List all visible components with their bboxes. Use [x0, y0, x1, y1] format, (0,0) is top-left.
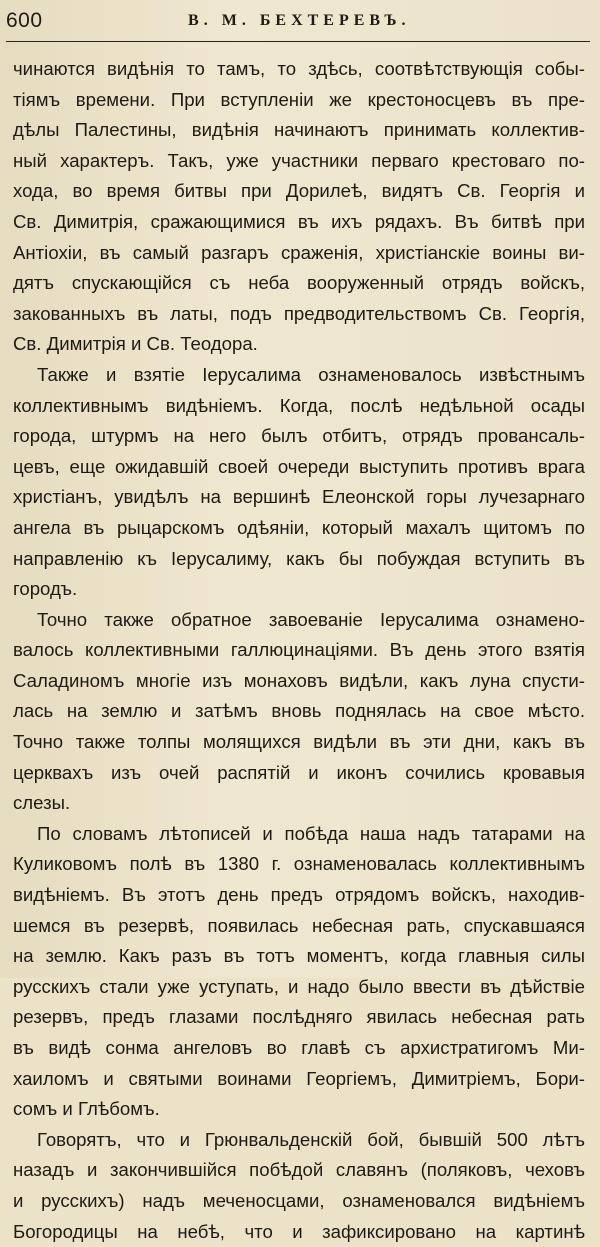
text-line: По словамъ лѣтописей и побѣда наша надъ татарами на [37, 822, 585, 844]
text-line: резервъ, предъ глазами послѣдняго явилась небесная рать [13, 1006, 585, 1028]
text-line: тіямъ времени. При вступленіи же крестоносцевъ въ пре- [13, 88, 585, 110]
text-line: слезы. [13, 792, 71, 814]
page-number: 600 [6, 9, 43, 32]
text-line: дѣлы Палестины, видѣнія начинаютъ принимать коллектив- [13, 119, 585, 141]
text-line: Точно также обратное завоеваніе Іерусалима ознамено- [37, 608, 585, 630]
paragraph [13, 360, 585, 605]
text-line: на землю. Какъ разъ въ тотъ моментъ, когда главныя силы [13, 945, 585, 967]
text-line: хаиломъ и святыми воинами Георгіемъ, Димитріемъ, Бори- [13, 1067, 585, 1089]
text-line: города, штурмъ на него былъ отбитъ, отрядъ провансаль- [13, 425, 585, 447]
text-line: Точно также толпы молящихся видѣли въ эти дни, какъ въ [13, 731, 585, 753]
text-line: хода, во время битвы при Дорилеѣ, видятъ Св. Георгія и [13, 180, 585, 202]
text-line: Куликовомъ полѣ въ 1380 г. ознаменовалась коллективнымъ [13, 853, 585, 875]
body-text [13, 54, 585, 1247]
text-line: направленію къ Іерусалиму, какъ бы побуждая вступить въ [13, 547, 585, 569]
text-line: городъ. [13, 578, 78, 600]
text-line: валось коллективными галлюцинаціями. Въ день этого взятія [13, 639, 585, 661]
paragraph [13, 605, 585, 819]
text-line: ный характеръ. Такъ, уже участники перваго крестоваго по- [13, 149, 585, 171]
text-line: шемся въ резервѣ, появилась небесная рать, спускавшаяся [13, 914, 585, 936]
text-line: чинаются видѣнія то тамъ, то здѣсь, соотвѣтствующія собы- [13, 58, 585, 79]
text-line: закованныхъ въ латы, подъ предводительствомъ Св. Георгія, [13, 302, 585, 324]
text-line: Говорятъ, что и Грюнвальденскій бой, бывшій 500 лѣтъ [37, 1128, 585, 1150]
page-header [6, 4, 586, 38]
text-line: Св. Димитрія и Св. Теодора. [13, 333, 258, 355]
paragraph [13, 54, 585, 360]
paragraph [13, 1125, 585, 1247]
text-line: назадъ и закончившійся побѣдой славянъ (поляковъ, чеховъ [13, 1159, 585, 1181]
text-line: Также и взятіе Іерусалима ознаменовалось извѣстнымъ [37, 363, 585, 385]
text-line: и русскихъ) надъ меченосцами, ознаменовался видѣніемъ [13, 1189, 585, 1211]
text-line: русскихъ стали уже уступать, и надо было ввести въ дѣйствіе [13, 975, 585, 997]
text-line: коллективнымъ видѣніемъ. Когда, послѣ недѣльной осады [13, 394, 585, 416]
text-line: лась на землю и затѣмъ вновь поднялась на свое мѣсто. [13, 700, 585, 722]
paragraph [13, 819, 585, 1125]
running-head: В. М. БЕХТЕРЕВЪ. [188, 12, 411, 29]
text-line: ангела въ рыцарскомъ одѣяніи, который махалъ щитомъ по [13, 516, 585, 538]
text-line: Саладиномъ многіе изъ монаховъ видѣли, какъ луна спусти- [13, 669, 585, 691]
text-line: сомъ и Глѣбомъ. [13, 1098, 160, 1120]
text-line: Св. Димитрія, сражающимися въ ихъ рядахъ. Въ битвѣ при [13, 210, 585, 232]
text-line: церквахъ изъ очей распятій и иконъ сочились кровавыя [13, 761, 585, 783]
text-line: цевъ, еще ожидавшій своей очереди выступить противъ врага [13, 455, 585, 477]
header-rule [6, 41, 590, 42]
text-line: видѣніемъ. Въ этотъ день предъ отрядомъ войскъ, находив- [13, 884, 585, 906]
text-line: христіанъ, увидѣлъ на вершинѣ Елеонской горы лучезарнаго [13, 486, 585, 508]
text-line: въ видѣ сонма ангеловъ во главѣ съ архистратигомъ Ми- [13, 1037, 585, 1058]
text-line: дятъ спускающійся съ неба вооруженный отрядъ войскъ, [13, 272, 585, 294]
text-line: Богородицы на небѣ, что и зафиксировано на картинѣ [13, 1220, 585, 1242]
text-line: Антіохіи, въ самый разгаръ сраженія, христіанскіе воины ви- [13, 241, 585, 263]
